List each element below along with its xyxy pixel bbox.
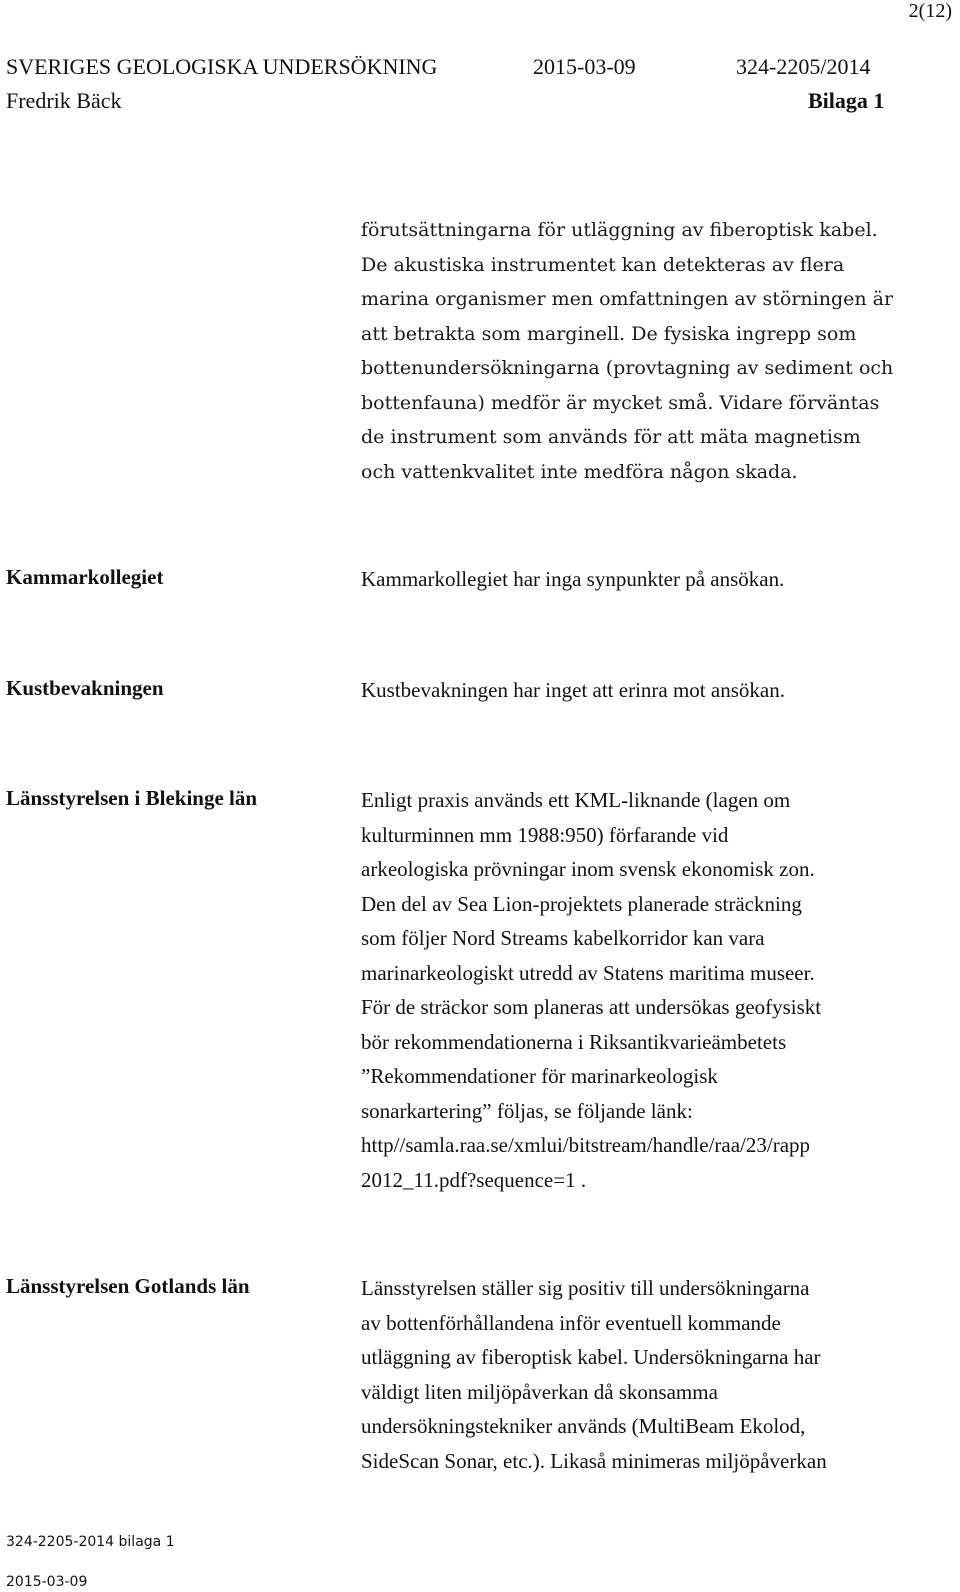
text-line: SideScan Sonar, etc.). Likaså minimeras miljöpåverkan (361, 1448, 827, 1473)
text-line: av bottenförhållandena inför eventuell kommande (361, 1310, 781, 1335)
text-line: väldigt liten miljöpåverkan då skonsamma (361, 1379, 718, 1404)
section-label-kustbevakningen: Kustbevakningen (6, 676, 164, 700)
text-line: Enligt praxis används ett KML-liknande (lagen om (361, 788, 791, 812)
text-line: Kammarkollegiet har inga synpunkter på ansökan. (361, 567, 785, 591)
text-line: arkeologiska prövningar inom svensk ekonomisk zon. (361, 857, 815, 881)
text-line: De akustiska instrumentet kan detekteras av flera (361, 253, 845, 276)
text-line: Länsstyrelsen ställer sig positiv till undersökningarna (361, 1276, 810, 1300)
text-line: bottenfauna) medför är mycket små. Vidare förväntas (361, 391, 880, 414)
section-label-gotland: Länsstyrelsen Gotlands län (6, 1274, 250, 1298)
text-line: att betrakta som marginell. De fysiska ingrepp som (361, 322, 857, 345)
section-text-kammarkollegiet (361, 562, 921, 597)
text-line: som följer Nord Streams kabelkorridor kan vara (361, 926, 765, 950)
section-text-gotland (361, 1271, 921, 1478)
text-line: utläggning av fiberoptisk kabel. Undersökningarna har (361, 1345, 821, 1369)
section-text-blekinge (361, 783, 921, 1197)
intro-paragraph (361, 213, 921, 489)
text-line: bottenundersökningarna (provtagning av sediment och (361, 357, 894, 379)
header-date: 2015-03-09 (533, 54, 636, 79)
section-label-blekinge: Länsstyrelsen i Blekinge län (6, 786, 258, 810)
section-label-kammarkollegiet: Kammarkollegiet (6, 565, 164, 589)
text-line: Den del av Sea Lion-projektets planerade sträckning (361, 891, 802, 916)
text-line: bör rekommendationerna i Riksantikvarieämbetets (361, 1029, 787, 1054)
header-reference: 324-2205/2014 (736, 54, 871, 79)
text-line: förutsättningarna för utläggning av fiberoptisk kabel. (361, 219, 878, 241)
footer-date: 2015-03-09 (6, 1574, 88, 1590)
text-line: Kustbevakningen har inget att erinra mot ansökan. (361, 678, 785, 702)
text-line: kulturminnen mm 1988:950) förfarande vid (361, 822, 729, 847)
footer-doc-ref: 324-2205-2014 bilaga 1 (6, 1534, 175, 1550)
header-attachment: Bilaga 1 (808, 88, 885, 113)
link-text: 2012_11.pdf?sequence=1 . (361, 1167, 587, 1192)
text-line: marina organismer men omfattningen av störningen är (361, 288, 894, 310)
text-line: undersökningstekniker används (MultiBeam Ekolod, (361, 1414, 806, 1438)
page-number: 2(12) (908, 0, 952, 22)
text-line: de instrument som används för att mäta magnetism (361, 426, 861, 448)
header-organization: SVERIGES GEOLOGISKA UNDERSÖKNING (6, 54, 438, 79)
text-line: sonarkartering” följas, se följande länk: (361, 1098, 693, 1123)
text-line: ”Rekommendationer för marinarkeologisk (361, 1064, 718, 1088)
link-text: http//samla.raa.se/xmlui/bitstream/handle/raa/23/rapp (361, 1133, 811, 1157)
section-text-kustbevakningen (361, 673, 921, 708)
text-line: För de sträckor som planeras att undersökas geofysiskt (361, 995, 822, 1019)
header-author: Fredrik Bäck (6, 88, 122, 113)
text-line: marinarkeologiskt utredd av Statens maritima museer. (361, 960, 815, 985)
text-line: och vattenkvalitet inte medföra någon skada. (361, 460, 798, 483)
